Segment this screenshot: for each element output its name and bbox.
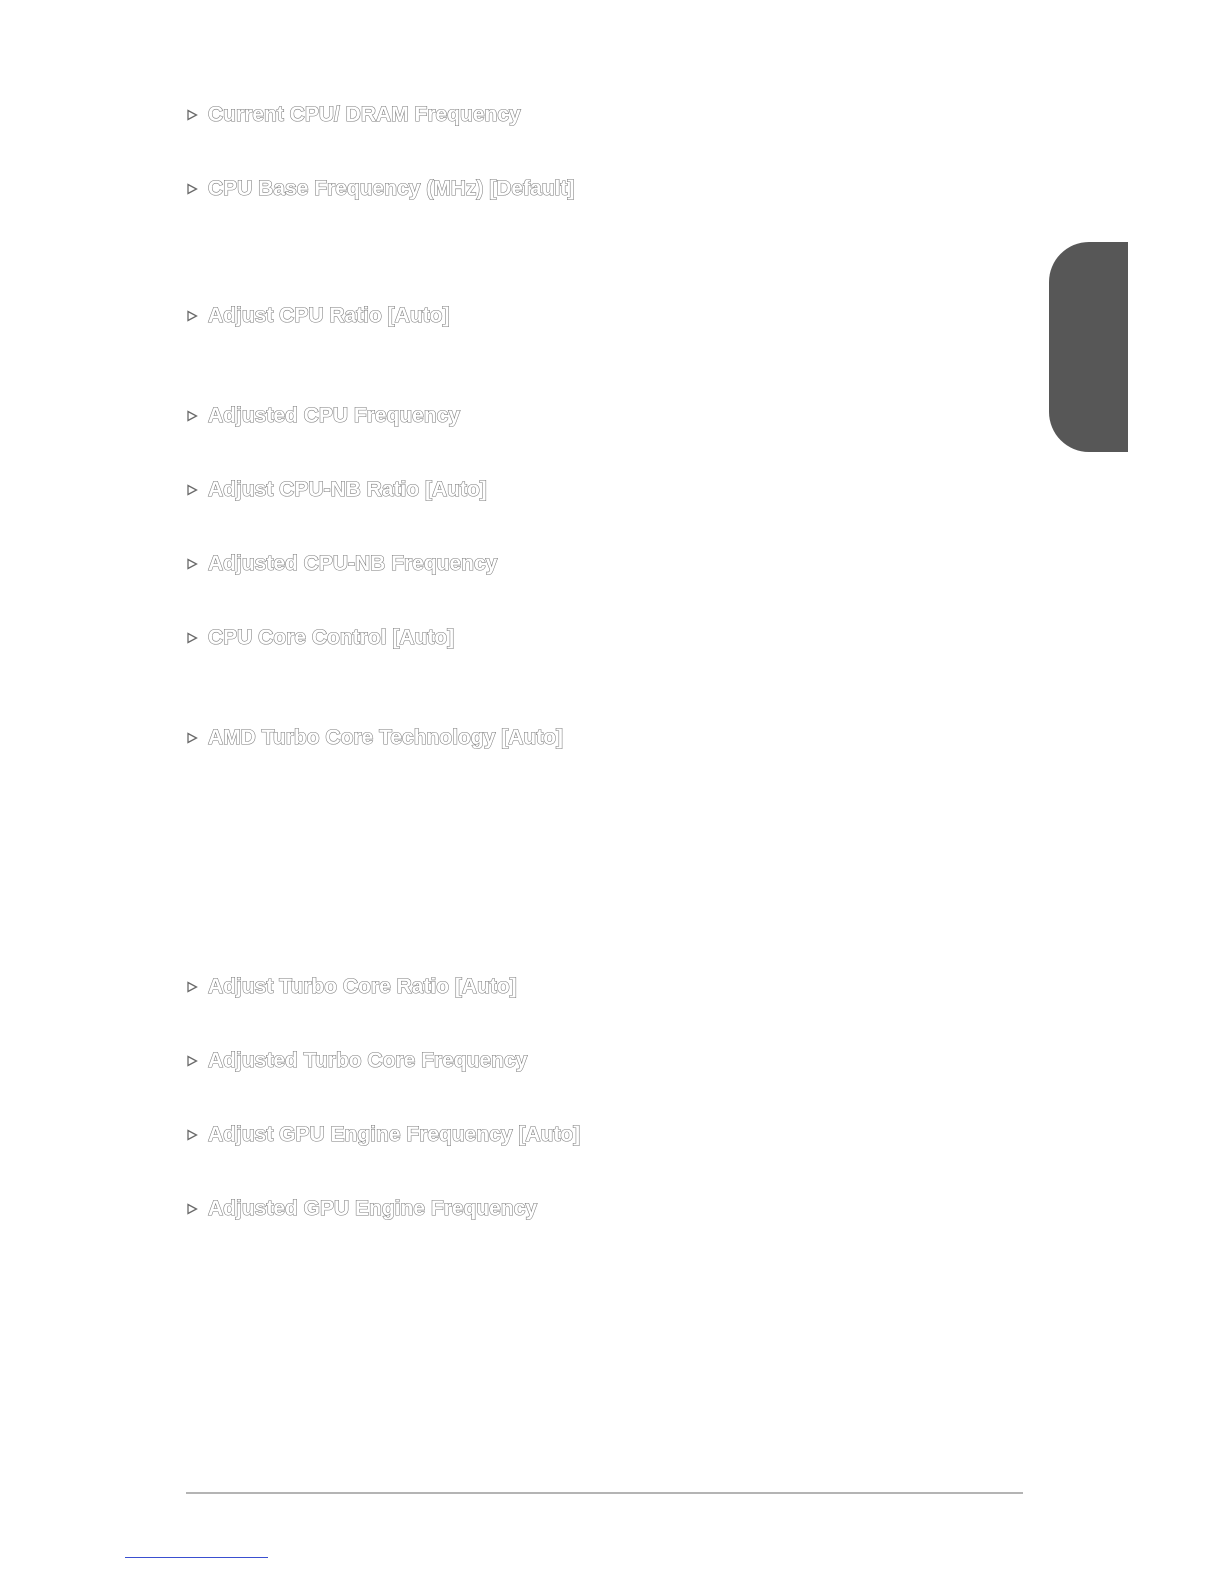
setting-item-cpu-core-control bbox=[186, 623, 454, 653]
triangle-right-outline-icon bbox=[186, 183, 208, 195]
setting-label: Adjusted CPU Frequency bbox=[208, 404, 461, 427]
triangle-right-outline-icon bbox=[186, 981, 208, 993]
setting-label: Adjust CPU Ratio [Auto] bbox=[208, 304, 450, 327]
triangle-right-outline-icon bbox=[186, 109, 208, 121]
triangle-right-outline-icon bbox=[186, 410, 208, 422]
setting-item-amd-turbo-core-technology bbox=[186, 723, 563, 753]
triangle-right-outline-icon bbox=[186, 1203, 208, 1215]
triangle-right-outline-icon bbox=[186, 558, 208, 570]
triangle-right-outline-icon bbox=[186, 732, 208, 744]
triangle-right-outline-icon bbox=[186, 1129, 208, 1141]
triangle-right-outline-icon bbox=[186, 484, 208, 496]
setting-label: Adjust GPU Engine Frequency [Auto] bbox=[208, 1123, 581, 1146]
link-underline bbox=[125, 1557, 268, 1558]
setting-item-adjust-cpu-nb-ratio bbox=[186, 475, 487, 505]
chapter-side-tab bbox=[1049, 242, 1128, 452]
footer-divider bbox=[186, 1492, 1023, 1494]
setting-label: Adjusted Turbo Core Frequency bbox=[208, 1049, 528, 1072]
triangle-right-outline-icon bbox=[186, 1055, 208, 1067]
setting-item-adjust-turbo-core-ratio bbox=[186, 972, 517, 1002]
triangle-right-outline-icon bbox=[186, 310, 208, 322]
setting-label: AMD Turbo Core Technology [Auto] bbox=[208, 726, 564, 749]
setting-item-current-cpu-dram-frequency bbox=[186, 100, 521, 130]
triangle-right-outline-icon bbox=[186, 632, 208, 644]
setting-label: Adjust CPU-NB Ratio [Auto] bbox=[208, 478, 487, 501]
setting-label: CPU Core Control [Auto] bbox=[208, 626, 455, 649]
setting-label: CPU Base Frequency (MHz) [Default] bbox=[208, 177, 575, 200]
setting-item-adjusted-cpu-nb-frequency bbox=[186, 549, 497, 579]
setting-label: Adjusted GPU Engine Frequency bbox=[208, 1197, 538, 1220]
setting-label: Current CPU/ DRAM Frequency bbox=[208, 103, 521, 126]
setting-item-adjust-gpu-engine-frequency bbox=[186, 1120, 580, 1150]
setting-item-adjusted-turbo-core-frequency bbox=[186, 1046, 527, 1076]
setting-label: Adjusted CPU-NB Frequency bbox=[208, 552, 498, 575]
setting-item-cpu-base-frequency bbox=[186, 174, 574, 204]
setting-item-adjusted-cpu-frequency bbox=[186, 401, 460, 431]
setting-item-adjust-cpu-ratio bbox=[186, 301, 449, 331]
setting-label: Adjust Turbo Core Ratio [Auto] bbox=[208, 975, 517, 998]
setting-item-adjusted-gpu-engine-frequency bbox=[186, 1194, 537, 1224]
